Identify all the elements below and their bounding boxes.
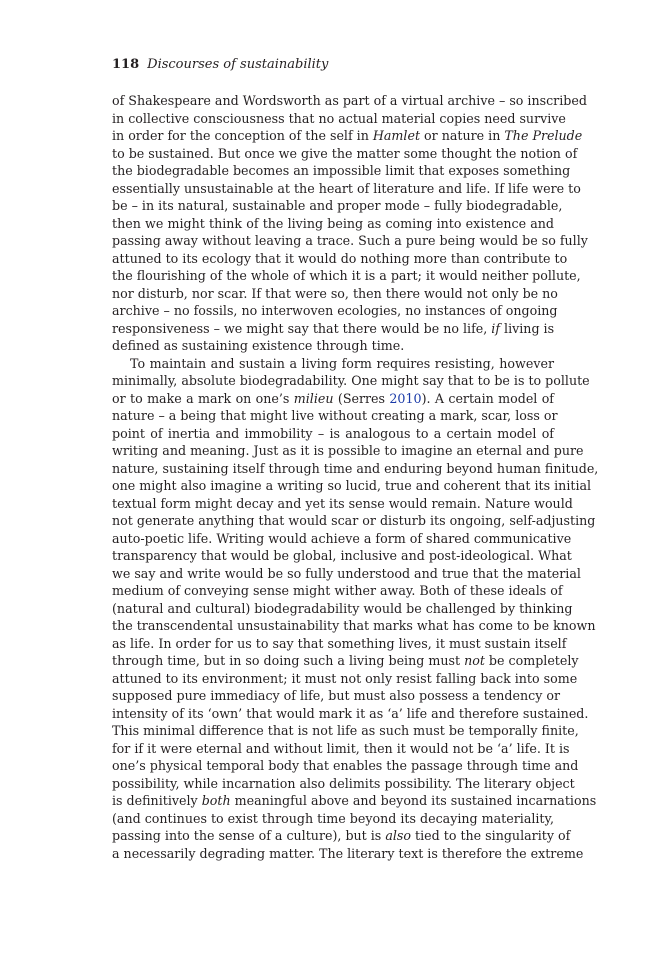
italic-term: The Prelude: [504, 128, 583, 143]
text-run: To maintain and sustain a living form requires resisting, however: [130, 355, 554, 371]
text-run: passing into the sense of a culture), but is: [112, 828, 386, 843]
text-run: attuned to its environment; it must not only resist falling back into some: [112, 670, 578, 686]
text-run: not generate anything that would scar or disturb its ongoing, self-adjusting: [112, 513, 596, 528]
text-run: a necessarily degrading matter. The literary text is therefore the extreme: [112, 845, 584, 861]
text-run: the biodegradable becomes an impossible limit that exposes something: [112, 163, 571, 178]
text-run: living is: [500, 320, 555, 336]
text-run: (natural and cultural) biodegradability would be challenged by thinking: [112, 600, 573, 616]
text-line: [112, 127, 583, 145]
text-line: [112, 390, 554, 408]
text-line: [112, 512, 596, 530]
text-line: [112, 355, 554, 373]
text-run: the flourishing of the whole of which it is a part; it would neither pollute,: [112, 268, 581, 283]
text-run: essentially unsustainable at the heart of literature and life. If life were to: [112, 180, 581, 196]
text-line: [112, 775, 575, 793]
text-run: nature, sustaining itself through time and enduring beyond human finitude,: [112, 460, 599, 476]
page-number: 118: [112, 57, 140, 72]
text-run: or to make a mark on one’s: [112, 390, 294, 406]
text-line: [112, 337, 554, 355]
text-run: defined as sustaining existence through time.: [112, 338, 405, 353]
text-line: [112, 197, 563, 215]
text-line: [112, 372, 590, 390]
text-line: [112, 285, 558, 303]
text-run: transparency that would be global, inclusive and post-ideological. What: [112, 548, 572, 563]
italic-term: milieu: [293, 390, 334, 406]
text-run: the transcendental unsustainability that marks what has come to be known: [112, 618, 596, 633]
text-run: through time, but in so doing such a living being must: [112, 653, 465, 668]
text-run: possibility, while incarnation also delimits possibility. The literary object: [112, 775, 575, 791]
text-run: point of inertia and immobility – is analogous to a certain model of: [112, 425, 554, 441]
text-run: tied to the singularity of: [411, 828, 571, 843]
italic-term: not: [464, 653, 485, 668]
text-run: or nature in: [420, 128, 505, 143]
text-run: (and continues to exist through time beyond its decaying materiality,: [112, 810, 554, 826]
text-run: supposed pure immediacy of life, but must also possess a tendency or: [112, 688, 561, 703]
text-run: auto-poetic life. Writing would achieve a form of shared communicative: [112, 530, 572, 546]
text-run: (Serres: [333, 390, 390, 406]
text-run: nor disturb, nor scar. If that were so, then there would not only be no: [112, 285, 558, 301]
text-run: then we might think of the living being as coming into existence and: [112, 215, 554, 231]
text-run: medium of conveying sense might wither away. Both of these ideals of: [112, 583, 563, 598]
text-line: [112, 582, 563, 600]
text-line: [112, 565, 581, 583]
text-line: [112, 407, 558, 425]
text-run: meaningful above and beyond its sustained incarnations: [230, 793, 597, 808]
text-run: one might also imagine a writing so lucid, true and coherent that its initial: [112, 478, 592, 493]
text-line: [112, 705, 589, 723]
text-line: [112, 530, 572, 548]
text-line: [112, 92, 587, 110]
text-run: nature – a being that might live without creating a mark, scar, loss or: [112, 408, 558, 423]
text-line: [112, 460, 599, 478]
body-text: [112, 92, 599, 862]
text-line: [112, 302, 558, 320]
text-line: [112, 617, 596, 635]
text-line: [112, 442, 584, 460]
text-run: as life. In order for us to say that something lives, it must sustain itself: [112, 635, 567, 651]
italic-term: both: [201, 793, 231, 808]
text-line: [112, 792, 597, 810]
text-line: [112, 110, 566, 128]
text-line: [112, 162, 571, 180]
text-line: [112, 215, 554, 233]
text-run: to be sustained. But once we give the matter some thought the notion of: [112, 145, 578, 161]
text-line: [112, 600, 573, 618]
text-run: This minimal difference that is not life as such must be temporally finite,: [112, 723, 579, 738]
text-line: [112, 180, 581, 198]
text-line: [112, 232, 588, 250]
text-line: [112, 425, 554, 443]
text-line: [112, 670, 578, 688]
text-line: [112, 740, 570, 758]
italic-term: also: [385, 828, 412, 843]
citation-link[interactable]: 2010: [389, 390, 422, 406]
text-run: is definitively: [112, 793, 202, 808]
text-run: one’s physical temporal body that enables the passage through time and: [112, 758, 579, 773]
text-line: [112, 477, 592, 495]
text-run: we say and write would be so fully understood and true that the material: [112, 565, 581, 581]
text-run: ). A certain model of: [421, 390, 554, 406]
text-run: be completely: [484, 653, 579, 668]
text-line: [112, 320, 554, 338]
text-run: for if it were eternal and without limit, then it would not be ‘a’ life. It is: [112, 740, 570, 756]
text-line: [112, 810, 554, 828]
text-run: passing away without leaving a trace. Such a pure being would be so fully: [112, 233, 588, 248]
text-line: [112, 687, 561, 705]
text-line: [112, 267, 581, 285]
text-line: [112, 845, 584, 863]
text-line: [112, 145, 578, 163]
text-run: archive – no fossils, no interwoven ecologies, no instances of ongoing: [112, 303, 558, 318]
running-title: Discourses of sustainability: [147, 57, 329, 72]
text-line: [112, 495, 573, 513]
text-run: attuned to its ecology that it would do nothing more than contribute to: [112, 250, 568, 266]
italic-term: if: [491, 320, 501, 336]
text-line: [112, 652, 579, 670]
text-line: [112, 635, 567, 653]
text-line: [112, 722, 579, 740]
running-head: [112, 57, 328, 72]
text-run: writing and meaning. Just as it is possible to imagine an eternal and pure: [112, 443, 584, 458]
text-line: [112, 757, 579, 775]
text-run: minimally, absolute biodegradability. One might say that to be is to pollute: [112, 373, 590, 388]
text-run: of Shakespeare and Wordsworth as part of a virtual archive – so inscribed: [112, 93, 587, 108]
text-run: be – in its natural, sustainable and proper mode – fully biodegradable,: [112, 198, 563, 213]
text-run: in order for the conception of the self in: [112, 128, 373, 143]
text-line: [112, 250, 568, 268]
text-run: intensity of its ‘own’ that would mark it as ‘a’ life and therefore sustained.: [112, 705, 589, 721]
text-run: in collective consciousness that no actual material copies need survive: [112, 110, 566, 126]
text-run: textual form might decay and yet its sense would remain. Nature would: [112, 495, 573, 511]
text-line: [112, 547, 572, 565]
text-line: [112, 827, 571, 845]
text-run: responsiveness – we might say that there would be no life,: [112, 320, 492, 336]
italic-term: Hamlet: [372, 128, 421, 143]
